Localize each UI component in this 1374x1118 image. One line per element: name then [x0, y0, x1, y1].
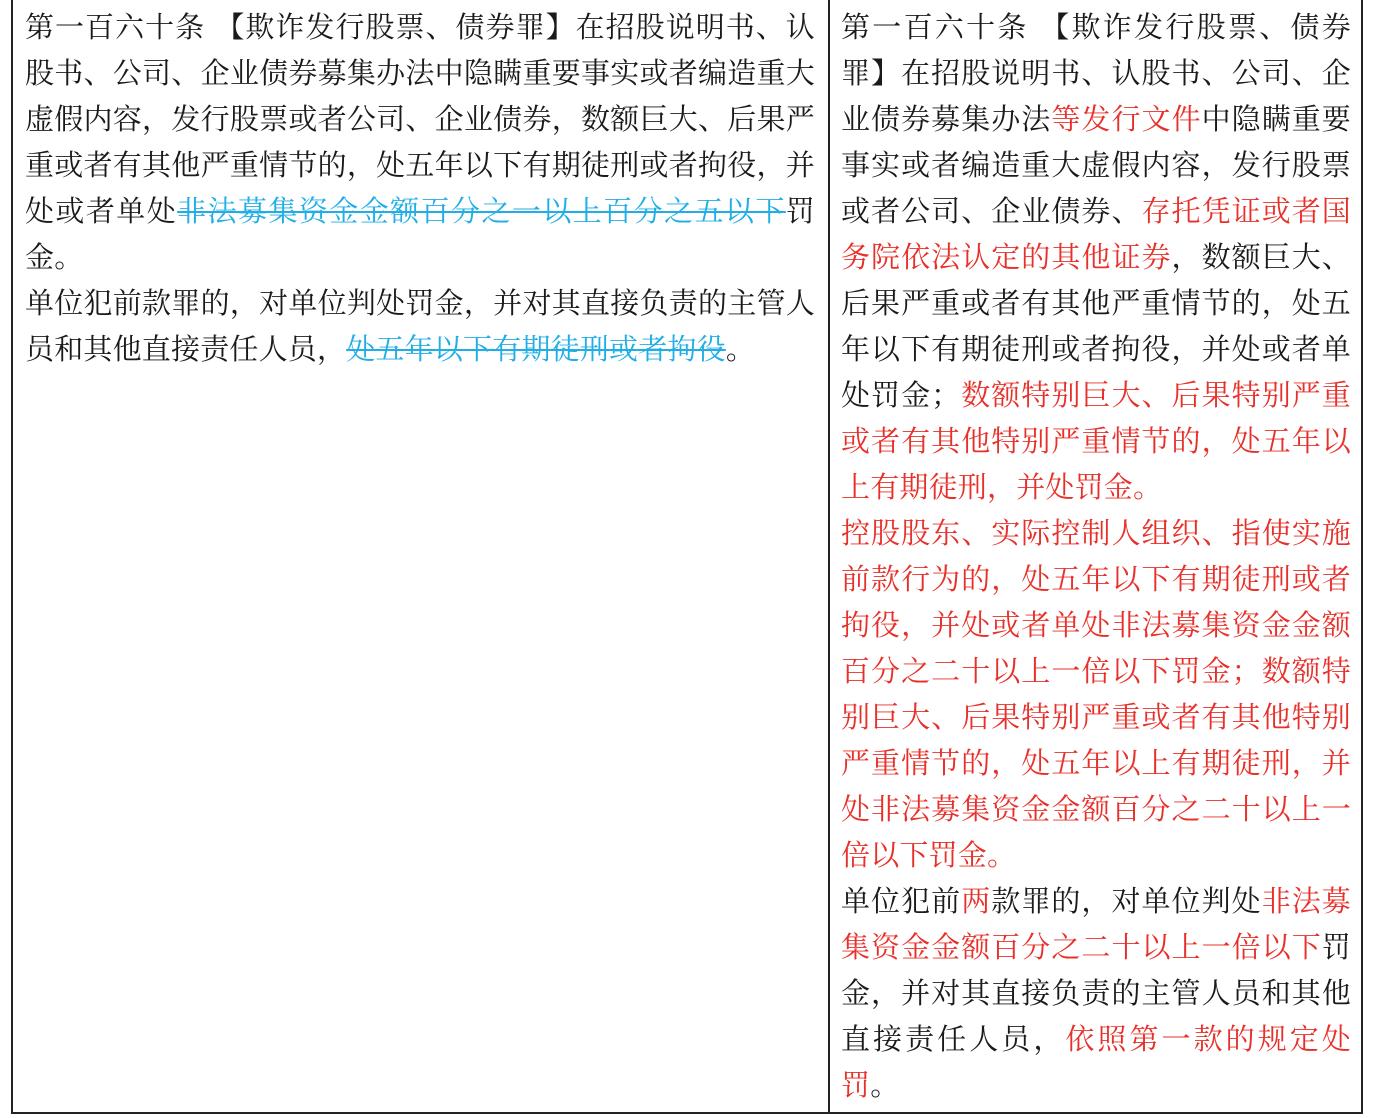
added-text: 存托凭证或者国务院依法认定的其他证券: [841, 194, 1351, 274]
column-divider: [828, 0, 830, 1112]
new-text: 罚金，并对其直接负责的主管人员和其他直接责任人员，: [841, 930, 1351, 1056]
deleted-text: 非法募集资金金额百分之一以上百分之五以下: [177, 194, 786, 228]
added-text: 两: [961, 884, 992, 918]
new-text: ，数额巨大、后果严重或者有其他严重情节的，处五年以下有期徒刑或者拘役，并处或者单处罚金；: [841, 240, 1351, 412]
added-text: 依照第一款的规定处罚: [841, 1022, 1351, 1102]
new-text: 单位犯前: [841, 884, 962, 918]
new-text: 第一百六十条 【欺诈发行股票、债券罪】在招股说明书、认股书、公司、企业债券募集办法: [841, 10, 1351, 136]
old-text: 罚金。: [25, 194, 815, 274]
added-text: 非法募集资金金额百分之二十以上一倍以下: [841, 884, 1351, 964]
added-text: 等发行文件: [1051, 102, 1202, 136]
comparison-table: [11, 0, 1363, 1114]
new-article-paragraph-1: [841, 4, 1351, 510]
new-article-paragraph-3: [841, 878, 1351, 1108]
old-article-paragraph-2: [25, 280, 815, 372]
deleted-text: 处五年以下有期徒刑或者拘役: [346, 332, 726, 366]
new-text: 中隐瞒重要事实或者编造重大虚假内容，发行股票或者公司、企业债券、: [841, 102, 1351, 228]
old-article-paragraph-1: [25, 4, 815, 280]
new-text: 。: [870, 1068, 900, 1102]
old-text: 。: [725, 332, 756, 366]
new-article-paragraph-2: [841, 510, 1351, 878]
old-text: 单位犯前款罪的，对单位判处罚金，并对其直接负责的主管人员和其他直接责任人员，: [25, 286, 815, 366]
old-text: 第一百六十条 【欺诈发行股票、债券罪】在招股说明书、认股书、公司、企业债券募集办法中隐瞒重要事实或者编造重大虚假内容，发行股票或者公司、企业债券，数额巨大、后果严重或者有其他严重情节的，处五年以下有期徒刑或者拘役，并处或者单处: [25, 10, 815, 228]
new-text: 款罪的，对单位判处: [991, 884, 1262, 918]
added-text: 数额特别巨大、后果特别严重或者有其他特别严重情节的，处五年以上有期徒刑，并处罚金。: [841, 378, 1351, 504]
old-text-column: [25, 4, 815, 372]
new-text-column: [841, 4, 1351, 1108]
added-text: 控股股东、实际控制人组织、指使实施前款行为的，处五年以下有期徒刑或者拘役，并处或者单处非法募集资金金额百分之二十以上一倍以下罚金；数额特别巨大、后果特别严重或者有其他特别严重情节的，处五年以上有期徒刑，并处非法募集资金金额百分之二十以上一倍以下罚金。: [841, 516, 1351, 872]
